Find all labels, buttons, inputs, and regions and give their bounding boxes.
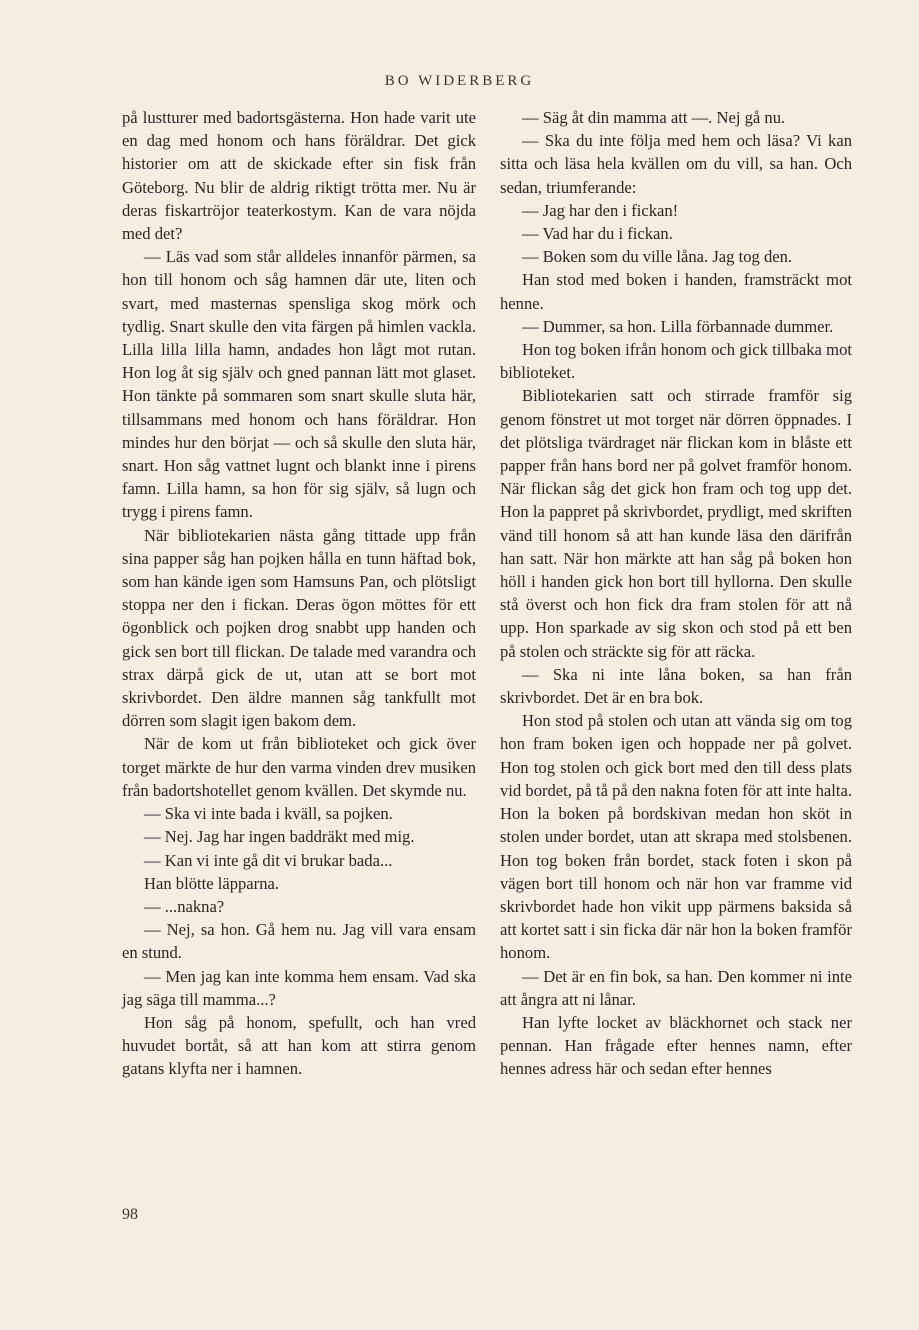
paragraph: — Nej. Jag har ingen baddräkt med mig. bbox=[144, 827, 415, 847]
paragraph: — Det är en fin bok, sa han. Den kommer ni inte att ångra att ni lånar. bbox=[500, 966, 852, 1009]
right-text-column bbox=[500, 106, 852, 1081]
page-number: 98 bbox=[122, 1206, 138, 1223]
paragraph: Bibliotekarien satt och stirrade framför sig genom fönstret ut mot torget när dörren öppnades. I det plötsliga tvärdraget när flickan kom in blåste ett papper från hans bord ner på golvet framför honom. När flickan såg det gick hon fram och tog upp det. Hon la pappret på skrivbordet, prydligt, med skriften vänd till honom så att han kunde läsa den därifrån han satt. När hon märkte att han såg på boken hon höll i handen gick hon bort till hyllorna. Den skulle stå överst och hon fick dra fram stolen för att nå upp. Hon sparkade av sig skon och stod på ett ben på stolen och sträckte sig för att räcka. bbox=[500, 386, 852, 661]
paragraph: Han blötte läpparna. bbox=[144, 873, 280, 893]
paragraph: — Nej, sa hon. Gå hem nu. Jag vill vara ensam en stund. bbox=[122, 920, 476, 963]
paragraph: — Läs vad som står alldeles innanför pärmen, sa hon till honom och såg hamnen där ute, liten och svart, med masternas spensliga skog mörk och tydlig. Snart skulle den vita färgen på himlen vackla. Lilla lilla lilla hamn, andades hon lågt mot rutan. Hon log åt sig själv och gned pannan lätt mot glaset. Hon tänkte på sommaren som snart skulle sluta här, tillsammans med honom och hans föräldrar. Hon mindes hur den börjat — och så skulle den sluta här, snart. Hon såg vattnet lugnt och blankt inne i pirens famn. Lilla hamn, sa hon för sig själv, så lugn och trygg i pirens famn. bbox=[122, 247, 476, 522]
paragraph: — Ska vi inte bada i kväll, sa pojken. bbox=[144, 804, 393, 824]
paragraph: — Ska ni inte låna boken, sa han från skrivbordet. Det är en bra bok. bbox=[500, 664, 852, 708]
paragraph: — Dummer, sa hon. Lilla förbannade dummer. bbox=[522, 316, 834, 336]
paragraph: Han stod med boken i handen, framsträckt mot henne. bbox=[500, 270, 852, 313]
left-text-column bbox=[122, 106, 476, 1081]
paragraph: Hon tog boken ifrån honom och gick tillbaka mot biblioteket. bbox=[500, 340, 852, 383]
paragraph: Han lyfte locket av bläckhornet och stack ner pennan. Han frågade efter hennes namn, efter hennes adress här och sedan efter hennes bbox=[500, 1012, 852, 1079]
running-header: BO WIDERBERG bbox=[384, 73, 535, 89]
paragraph: på lustturer med badortsgästerna. Hon hade varit ute en dag med honom och hans föräldrar. Det gick historier om att de skickade efter sin fisk från Göteborg. Nu blir de aldrig riktigt trötta mer. Nu är deras fiskartröjor teaterkostym. Kan de vara nöjda med det? bbox=[122, 108, 476, 244]
paragraph: — Jag har den i fickan! bbox=[522, 200, 679, 220]
paragraph: När de kom ut från biblioteket och gick över torget märkte de hur den varma vinden drev musiken från badortshotellet genom kvällen. Det skymde nu. bbox=[122, 734, 476, 800]
paragraph: Hon såg på honom, spefullt, och han vred huvudet bortåt, så att han kom att stirra genom gatans klyfta ner i hamnen. bbox=[122, 1012, 476, 1079]
paragraph: — Säg åt din mamma att —. Nej gå nu. bbox=[522, 108, 786, 127]
paragraph: — Ska du inte följa med hem och läsa? Vi kan sitta och läsa hela kvällen om du vill, sa han. Och sedan, triumferande: bbox=[500, 131, 852, 197]
paragraph: — Kan vi inte gå dit vi brukar bada... bbox=[144, 850, 393, 870]
paragraph: — ...nakna? bbox=[144, 896, 225, 916]
paragraph: — Boken som du ville låna. Jag tog den. bbox=[522, 247, 793, 267]
paragraph: Hon stod på stolen och utan att vända sig om tog hon fram boken igen och hoppade ner på golvet. Hon tog stolen och gick bort med den till dess plats vid bordet, på tå på den nakna foten för att inte halta. Hon la boken på bordskivan medan hon sköt in stolen under bordet, utan att skrapa med stolsbenen. Hon tog boken från bordet, stack foten i skon på vägen bort till honom och när hon var framme vid skrivbordet hade hon vikit upp pärmens baksida så att kortet satt i sin ficka där när hon la boken framför honom. bbox=[500, 711, 852, 963]
paragraph: När bibliotekarien nästa gång tittade upp från sina papper såg han pojken hålla en tunn häftad bok, som han kände igen som Hamsuns Pan, och plötsligt stoppa ner den i fickan. Deras ögon möttes för ett ögonblick och pojken drog snabbt upp handen och gick sen bort till flickan. De talade med varandra och strax därpå gick de ut, utan att se bort mot skrivbordet. Den äldre mannen såg tankfullt mot dörren som slagit igen bakom dem. bbox=[122, 525, 476, 731]
paragraph: — Men jag kan inte komma hem ensam. Vad ska jag säga till mamma...? bbox=[122, 966, 476, 1009]
paragraph: — Vad har du i fickan. bbox=[522, 224, 673, 244]
